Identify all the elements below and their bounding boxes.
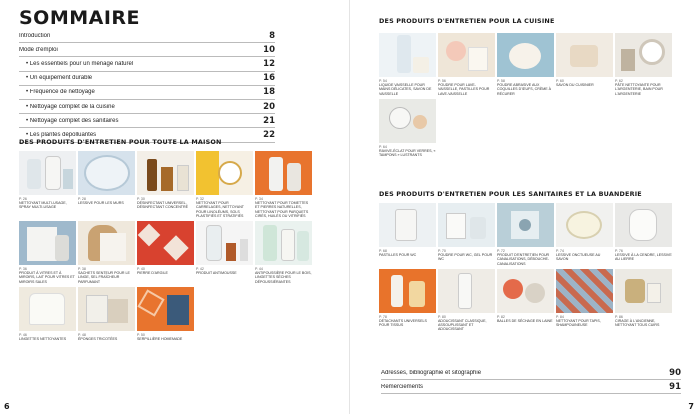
section-title-kitchen: DES PRODUITS D'ENTRETIEN POUR LA CUISINE (379, 17, 555, 25)
toc-label: Remerciements (381, 383, 424, 390)
toc-row[interactable] (381, 366, 681, 380)
item-caption: NETTOYANT POUR TAPIS, SHAMPOUINEUSE (556, 319, 601, 328)
product-photo (19, 287, 76, 331)
product-photo (19, 151, 76, 195)
product-item[interactable] (615, 203, 672, 266)
item-caption: NETTOYANT POUR TOMETTES ET PIERRES NATURELLES, NETTOYANT POUR PARQUETS CIRÉS, HUILÉS OU VITRIFIÉS (255, 201, 309, 218)
toc-page: 12 (263, 58, 275, 69)
product-photo (615, 269, 672, 313)
item-page: P. 28 (78, 197, 86, 201)
item-caption: BALLES DE SÉCHAGE EN LAINE (497, 319, 553, 324)
product-item[interactable] (615, 269, 672, 332)
sanitary-products-grid (379, 203, 672, 332)
product-item[interactable] (255, 151, 312, 218)
product-item[interactable] (379, 203, 436, 266)
product-photo (379, 203, 436, 247)
item-page: P. 34 (255, 197, 263, 201)
item-page: P. 86 (615, 314, 623, 319)
item-caption: PIERRE D'ARGILE (137, 271, 168, 276)
product-item[interactable] (196, 221, 253, 284)
product-photo (438, 269, 495, 313)
product-item[interactable] (556, 269, 613, 332)
toc-page: 20 (263, 101, 275, 112)
product-item[interactable] (19, 287, 76, 341)
house-products-grid (19, 151, 312, 341)
product-photo (497, 203, 554, 247)
appendix-toc (381, 366, 681, 394)
section-title-house: DES PRODUITS D'ENTRETIEN POUR TOUTE LA MAISON (19, 138, 222, 146)
product-item[interactable] (379, 33, 436, 96)
product-item[interactable] (78, 287, 135, 341)
toc-label: • Les plantes dépolluantes (26, 131, 97, 138)
item-caption: PÂTE NETTOYANTE POUR L'ARGENTERIE, BAIN POUR L'ARGENTERIE (615, 83, 663, 96)
page-number: 6 (4, 402, 10, 411)
product-photo (196, 221, 253, 265)
product-photo (137, 221, 194, 265)
item-page: P. 42 (196, 267, 204, 272)
product-item[interactable] (196, 151, 253, 218)
product-photo (78, 151, 135, 195)
item-caption: ANTIPOUSSIÈRE POUR LE BOIS, LINGETTES SÈCHES DÉPOUSSIÉRANTES (255, 271, 312, 284)
toc-row[interactable] (19, 86, 275, 100)
toc-label: • Les essentiels pour un ménage naturel (26, 60, 134, 67)
product-item[interactable] (497, 203, 554, 266)
item-page: P. 40 (137, 267, 145, 272)
page-number: 7 (688, 402, 694, 411)
product-photo (255, 221, 312, 265)
section-title-sanitary: DES PRODUITS D'ENTRETIEN POUR LES SANITAIRES ET LA BUANDERIE (379, 190, 642, 198)
item-page: P. 32 (196, 197, 204, 201)
product-item[interactable] (438, 33, 495, 96)
product-item[interactable] (438, 203, 495, 266)
product-item[interactable] (19, 151, 76, 218)
item-page: P. 84 (556, 314, 564, 319)
item-caption: PRODUIT ANTIMOUSSE (196, 271, 237, 276)
product-item[interactable] (556, 33, 613, 96)
toc-label: • Nettoyage complet des sanitaires (26, 117, 119, 124)
product-photo (255, 151, 312, 195)
item-page: P. 58 (497, 79, 505, 83)
item-page: P. 38 (78, 267, 86, 272)
product-photo (615, 203, 672, 247)
product-photo (196, 151, 253, 195)
item-caption: LESSIVE À LA CENDRE, LESSIVE AU LIERRE (615, 253, 672, 262)
item-page: P. 30 (137, 197, 145, 201)
item-caption: SACHETS SENTEUR POUR LE LINGE, SEL FRAÎCHEUR PARFUMANT (78, 271, 130, 284)
product-photo (379, 99, 436, 143)
toc-page: 18 (263, 87, 275, 98)
toc-row[interactable] (19, 72, 275, 86)
item-page: P. 72 (497, 249, 505, 253)
item-caption: PASTILLES POUR WC (379, 253, 417, 258)
item-page: P. 64 (379, 144, 387, 149)
toc-label: • Fréquence de nettoyage (26, 89, 95, 96)
product-photo (438, 203, 495, 247)
product-item[interactable] (19, 221, 76, 284)
item-page: P. 54 (379, 79, 387, 83)
product-photo (497, 269, 554, 313)
product-item[interactable] (379, 269, 436, 332)
item-caption: POUDRE POUR WC, GEL POUR WC (438, 253, 493, 262)
product-photo (379, 33, 436, 77)
product-photo (556, 269, 613, 313)
item-page: P. 62 (615, 79, 623, 83)
product-photo (556, 33, 613, 77)
toc-page: 22 (263, 129, 275, 140)
toc-label: • Un équipement durable (26, 75, 93, 82)
item-page: P. 48 (78, 332, 86, 337)
item-caption: NETTOYANT POUR CARRELAGES, NETTOYANT POUR LINOLÉUMS, SOLS PLASTIFIÉS ET STRATIFIÉS (196, 201, 244, 218)
product-item[interactable] (137, 287, 194, 341)
product-photo (379, 269, 436, 313)
item-page: P. 80 (438, 314, 446, 319)
product-item[interactable] (438, 269, 495, 332)
item-caption: SERPILLIÈRE HOMEMADE (137, 337, 183, 342)
toc-row[interactable] (19, 114, 275, 128)
product-item[interactable] (556, 203, 613, 266)
product-photo (137, 151, 194, 195)
toc-page: 21 (263, 115, 275, 126)
toc-row[interactable] (19, 29, 275, 43)
toc-page: 90 (669, 367, 681, 378)
product-item[interactable] (379, 99, 436, 158)
item-caption: SAVON DU CUISINIER (556, 83, 594, 88)
product-photo (19, 221, 76, 265)
table-of-contents (19, 29, 275, 143)
toc-row[interactable] (19, 100, 275, 114)
product-photo (556, 203, 613, 247)
toc-page: 8 (269, 30, 275, 41)
item-page: P. 78 (379, 314, 387, 319)
item-page: P. 44 (255, 267, 263, 272)
item-page: P. 76 (615, 249, 623, 253)
item-caption: POUDRE POUR LAVE-VAISSELLE, PASTILLES POUR LAVE-VAISSELLE (438, 83, 490, 96)
toc-row[interactable] (19, 57, 275, 71)
item-caption: POUDRE ABRASIVE AUX COQUILLES D'ŒUFS, CRÈME À RÉCURER (497, 83, 552, 96)
item-caption: DÉSINFECTANT UNIVERSEL, DÉSINFECTANT CONCENTRÉ (137, 201, 188, 210)
toc-row[interactable] (19, 43, 275, 57)
toc-label: Mode d'emploi (19, 46, 58, 53)
product-item[interactable] (78, 221, 135, 284)
item-caption: LESSIVE ONCTUEUSE AU SAVON (556, 253, 601, 262)
item-page: P. 56 (438, 79, 446, 83)
product-photo (78, 221, 135, 265)
item-caption: DÉTACHANTS UNIVERSELS POUR TISSUS (379, 319, 427, 328)
item-page: P. 74 (556, 249, 564, 253)
item-page: P. 50 (137, 332, 145, 337)
item-caption: ÉPONGES TRICOTÉES (78, 337, 118, 342)
product-photo (497, 33, 554, 77)
page-title: SOMMAIRE (19, 7, 141, 29)
item-page: P. 82 (497, 314, 505, 319)
product-item[interactable] (615, 33, 672, 96)
item-caption: ADOUCISSANT CLASSIQUE, ASSOUPLISSANT ET ADOUCISSANT (438, 319, 487, 332)
product-photo (615, 33, 672, 77)
product-item[interactable] (255, 221, 312, 284)
toc-label: • Nettoyage complet de la cuisine (26, 103, 115, 110)
product-item[interactable] (137, 151, 194, 218)
product-item[interactable] (497, 33, 554, 96)
toc-label: Adresses, bibliographie et sitographie (381, 369, 482, 376)
toc-label: Introduction (19, 32, 51, 39)
item-page: P. 46 (19, 332, 27, 337)
item-caption: CIRAGE À L'ANCIENNE, NETTOYANT TOUS CUIRS (615, 319, 660, 328)
item-page: P. 70 (438, 249, 446, 253)
item-page: P. 26 (19, 197, 27, 201)
item-caption: RAVIVE-ÉCLAT POUR VERRES, « TAMPONS » LUSTRANTS (379, 149, 436, 158)
item-caption: NETTOYANT MULTI-USAGE, SPRAY MULTI-USAGE (19, 201, 67, 210)
item-caption: LESSIVE POUR LES MURS (78, 201, 124, 206)
product-photo (78, 287, 135, 331)
product-item[interactable] (137, 221, 194, 284)
right-page (351, 0, 700, 414)
item-page: P. 60 (556, 79, 564, 83)
item-caption: PRODUIT D'ENTRETIEN POUR CANALISATIONS, DÉBOUCHE-CANALISATIONS (497, 253, 550, 266)
item-caption: PRODUIT À VITRES ET À MIROIRS, LAIT POUR VITRES ET MIROIRS SALES (19, 271, 75, 284)
product-item[interactable] (497, 269, 554, 332)
product-item[interactable] (78, 151, 135, 218)
toc-row[interactable] (381, 380, 681, 394)
toc-page: 91 (669, 381, 681, 392)
toc-page: 16 (263, 73, 275, 84)
item-page: P. 68 (379, 249, 387, 253)
item-page: P. 36 (19, 267, 27, 272)
product-photo (137, 287, 194, 331)
item-caption: LIQUIDE VAISSELLE POUR MAINS DÉLICATES, SAVON DE VAISSELLE (379, 83, 432, 96)
product-photo (438, 33, 495, 77)
toc-page: 10 (263, 44, 275, 55)
kitchen-products-grid (379, 33, 672, 157)
item-caption: LINGETTES NETTOYANTES (19, 337, 67, 342)
